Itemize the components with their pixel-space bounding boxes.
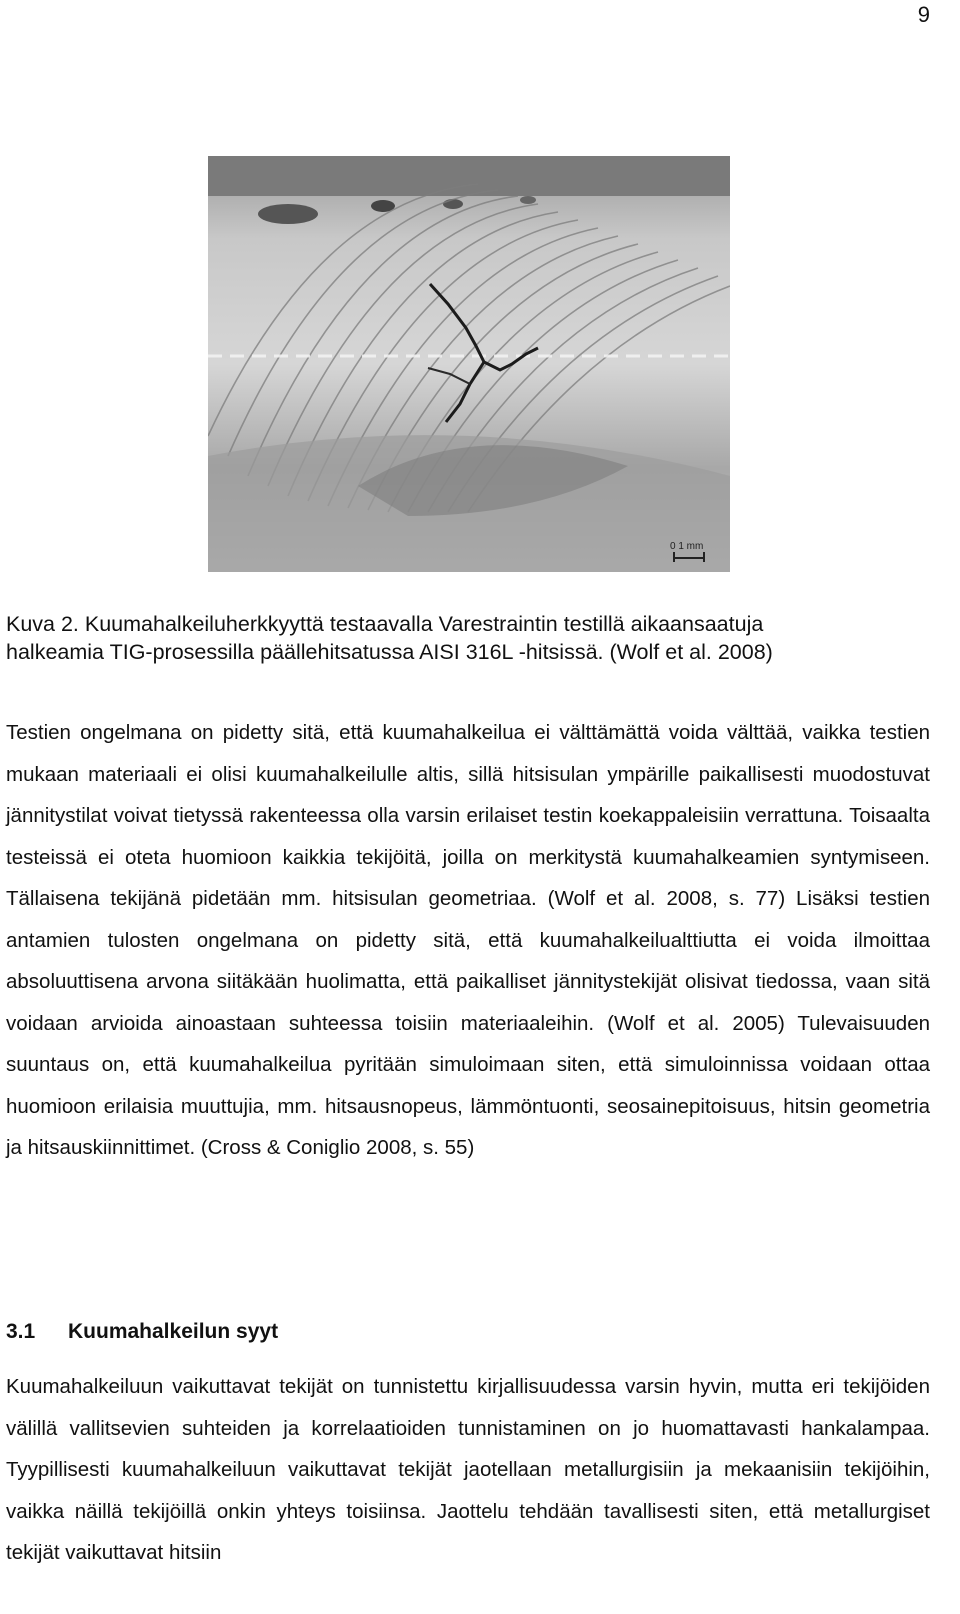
figure-caption	[6, 610, 936, 666]
weld-crack-photo	[208, 156, 730, 572]
paragraph-1: Testien ongelmana on pidetty sitä, että kuumahalkeilua ei välttämättä voida välttää, vaikka testien mukaan materiaali ei olisi kuumahalkeilulle altis, sillä hitsisulan ympärille paikallisesti muodostuvat jännitystilat voivat tietyssä rakenteessa olla varsin erilaiset testin koekappaleisiin verrattuna. Toisaalta testeissä ei oteta huomioon kaikkia tekijöitä, joilla on merkitystä kuumahalkeamien syntymiseen. Tällaisena tekijänä pidetään mm. hitsisulan geometriaa. (Wolf et al. 2008, s. 77) Lisäksi testien antamien tulosten ongelmana on pidetty sitä, että kuumahalkeilualttiutta ei voida ilmoittaa absoluuttisena arvona siitäkään huolimatta, että paikalliset jännitystekijät olisivat tiedossa, vaan sitä voidaan arvioida ainoastaan suhteessa toisiin materiaaleihin. (Wolf et al. 2005) Tulevaisuuden suuntaus on, että kuumahalkeilua pyritään simuloimaan siten, että simuloinnissa voidaan ottaa huomioon erilaisia muuttujia, mm. hitsausnopeus, lämmöntuonti, seosainepitoisuus, hitsin geometria ja hitsauskiinnittimet. (Cross & Coniglio 2008, s. 55)	[6, 721, 930, 1159]
weld-photo-graphic	[208, 156, 730, 572]
section-heading	[6, 1320, 278, 1344]
section-number: 3.1	[6, 1320, 36, 1343]
scale-bar-label: 0 1 mm	[670, 541, 704, 552]
section-title: Kuumahalkeilun syyt	[68, 1320, 279, 1343]
paragraph-2: Kuumahalkeiluun vaikuttavat tekijät on tunnistettu kirjallisuudessa varsin hyvin, mutta eri tekijöiden välillä vallitsevien suhteiden ja korrelaatioiden tunnistaminen on jo huomattavasti hankalampaa. Tyypillisesti kuumahalkeiluun vaikuttavat tekijät jaotellaan metallurgisiin ja mekaanisiin tekijöihin, vaikka näillä tekijöillä onkin yhteys toisiinsa. Jaottelu tehdään tavallisesti siten, että metallurgiset tekijät vaikuttavat hitsiin	[6, 1375, 930, 1564]
page-number: 9	[917, 2, 930, 27]
caption-line-2: halkeamia TIG-prosessilla päällehitsatussa AISI 316L -hitsissä. (Wolf et al. 2008)	[6, 640, 773, 664]
caption-line-1: Kuva 2. Kuumahalkeiluherkkyyttä testaavalla Varestraintin testillä aikaansaatuja	[6, 612, 764, 636]
